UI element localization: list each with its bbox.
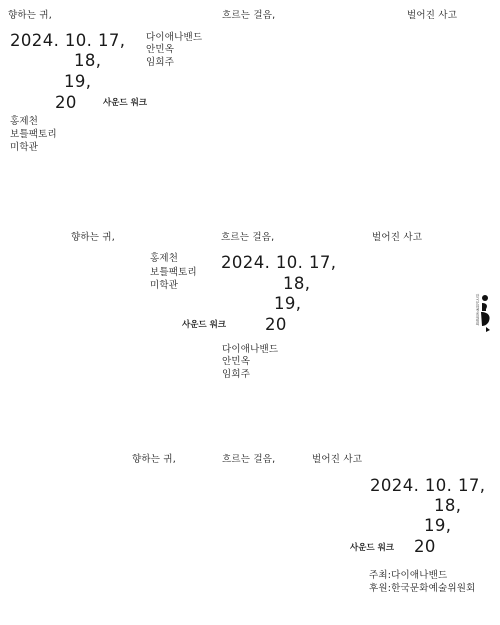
date-line-4: 20 [265,315,287,334]
date-line-1: 2024. 10. 17, [221,253,337,272]
title-flowing-steps: 흐르는 걸음, [222,454,276,465]
location-2: 보틀팩토리 [10,129,57,140]
title-flowing-steps: 흐르는 걸음, [221,232,275,243]
title-open-thought: 벌어진 사고 [312,454,363,465]
location-2: 보틀팩토리 [150,267,197,278]
date-line-2: 18, [74,51,102,70]
title-flowing-steps: 흐르는 걸음, [222,10,276,21]
sound-walk-label: 사운드 워크 [103,98,148,108]
performer-3: 임희주 [146,57,175,68]
date-line-4: 20 [55,93,77,112]
arts-council-korea-logo-icon [479,294,493,334]
date-line-3: 19, [274,294,302,313]
date-line-3: 19, [424,516,452,535]
arts-council-korea-logo [474,294,494,334]
location-1: 홍제천 [10,116,39,127]
performer-1: 다이애나밴드 [146,32,203,43]
date-line-1: 2024. 10. 17, [370,476,486,495]
location-1: 홍제천 [150,253,179,264]
date-line-2: 18, [434,496,462,515]
location-3: 미학관 [150,280,179,291]
sound-walk-label: 사운드 워크 [350,543,395,553]
title-hearing-ear: 향하는 귀, [71,232,115,243]
performer-2: 안민옥 [146,44,175,55]
title-open-thought: 벌어진 사고 [407,10,458,21]
title-hearing-ear: 향하는 귀, [132,454,176,465]
organizer-credit: 주최:다이애나밴드 [369,570,448,581]
location-3: 미학관 [10,142,39,153]
performer-2: 안민옥 [222,356,251,367]
date-line-2: 18, [283,274,311,293]
performer-1: 다이애나밴드 [222,344,279,355]
title-hearing-ear: 향하는 귀, [8,10,52,21]
sound-walk-label: 사운드 워크 [182,320,227,330]
date-line-3: 19, [64,72,92,91]
date-line-1: 2024. 10. 17, [10,31,126,50]
performer-3: 임희주 [222,369,251,380]
title-open-thought: 벌어진 사고 [372,232,423,243]
date-line-4: 20 [414,537,436,556]
logo-text: 한국문화예술위원회 [476,294,480,326]
sponsor-credit: 후원:한국문화예술위원회 [369,583,476,594]
